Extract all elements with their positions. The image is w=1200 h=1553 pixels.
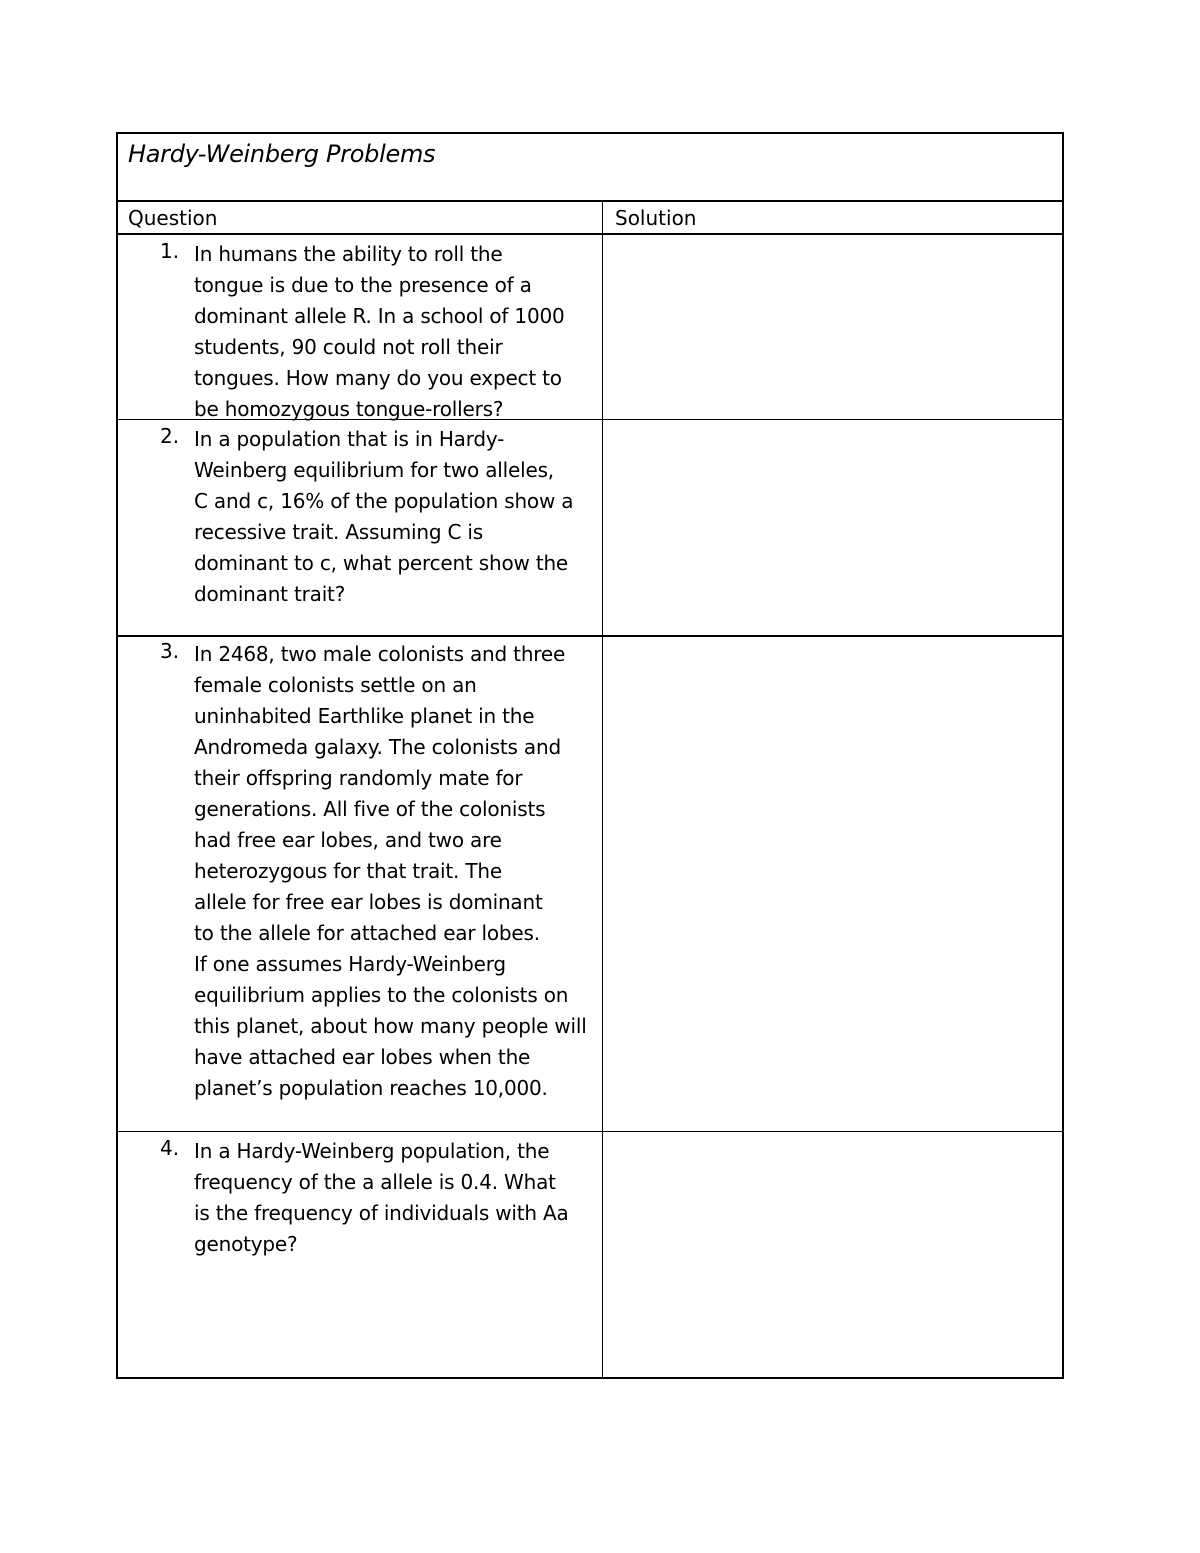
title-row	[118, 134, 1062, 202]
question-line: Andromeda galaxy. The colonists and	[194, 735, 561, 759]
question-line: In a population that is in Hardy-	[194, 427, 505, 451]
worksheet-title: Hardy-Weinberg Problems	[128, 140, 436, 168]
question-row-3	[118, 637, 1062, 1132]
question-line: frequency of the a allele is 0.4. What	[194, 1170, 556, 1194]
question-column-header: Question	[128, 206, 218, 230]
question-line: In 2468, two male colonists and three	[194, 642, 566, 666]
question-line: recessive trait. Assuming C is	[194, 520, 483, 544]
question-line: female colonists settle on an	[194, 673, 477, 697]
question-text	[194, 239, 594, 425]
question-line: to the allele for attached ear lobes.	[194, 921, 540, 945]
question-line: is the frequency of individuals with Aa	[194, 1201, 569, 1225]
question-line: dominant allele R. In a school of 1000	[194, 304, 565, 328]
question-line: If one assumes Hardy-Weinberg	[194, 952, 506, 976]
question-line: allele for free ear lobes is dominant	[194, 890, 543, 914]
question-line: tongues. How many do you expect to	[194, 366, 562, 390]
question-number: 4.	[160, 1136, 180, 1160]
question-line: dominant trait?	[194, 582, 346, 606]
question-text	[194, 424, 594, 610]
question-line: dominant to c, what percent show the	[194, 551, 569, 575]
question-line: planet’s population reaches 10,000.	[194, 1076, 548, 1100]
question-line: In a Hardy-Weinberg population, the	[194, 1139, 550, 1163]
question-text	[194, 1136, 594, 1260]
question-line: uninhabited Earthlike planet in the	[194, 704, 535, 728]
question-row-2	[118, 420, 1062, 637]
question-number: 3.	[160, 639, 180, 663]
question-line: tongue is due to the presence of a	[194, 273, 532, 297]
question-line: equilibrium applies to the colonists on	[194, 983, 569, 1007]
question-line: C and c, 16% of the population show a	[194, 489, 574, 513]
question-number: 1.	[160, 239, 180, 263]
question-line: generations. All five of the colonists	[194, 797, 546, 821]
question-line: have attached ear lobes when the	[194, 1045, 531, 1069]
question-line: be homozygous tongue-rollers?	[194, 397, 504, 421]
solution-column-header: Solution	[615, 206, 697, 230]
column-header-row	[118, 202, 1062, 235]
question-row-1	[118, 235, 1062, 420]
question-text	[194, 639, 594, 1104]
question-line: genotype?	[194, 1232, 298, 1256]
question-line: their offspring randomly mate for	[194, 766, 523, 790]
question-line: Weinberg equilibrium for two alleles,	[194, 458, 554, 482]
question-line: this planet, about how many people will	[194, 1014, 587, 1038]
question-row-4	[118, 1132, 1062, 1379]
question-line: students, 90 could not roll their	[194, 335, 503, 359]
worksheet-table	[116, 132, 1064, 1379]
question-number: 2.	[160, 424, 180, 448]
question-line: In humans the ability to roll the	[194, 242, 503, 266]
question-line: had free ear lobes, and two are	[194, 828, 502, 852]
question-line: heterozygous for that trait. The	[194, 859, 502, 883]
